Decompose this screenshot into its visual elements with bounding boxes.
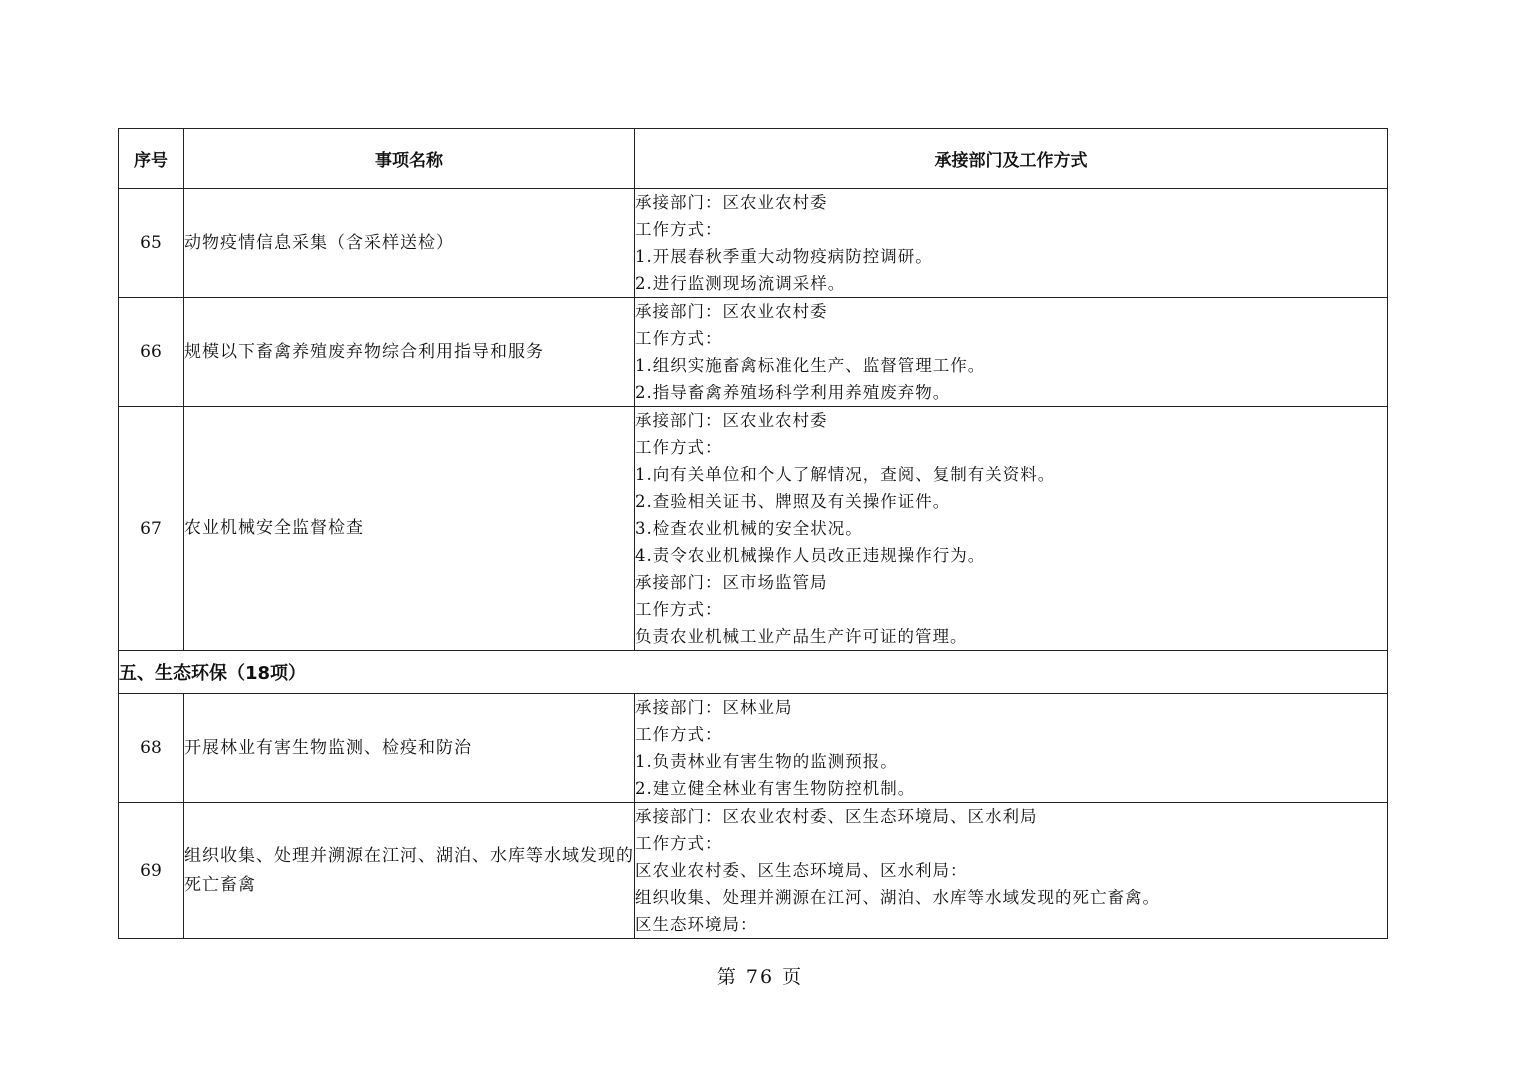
table-row bbox=[119, 189, 1388, 298]
detail-line: 2.进行监测现场流调采样。 bbox=[635, 274, 846, 293]
section-title: 五、生态环保（18项） bbox=[119, 651, 1388, 694]
detail-line: 承接部门：区农业农村委 bbox=[635, 193, 828, 212]
table-row bbox=[119, 407, 1388, 651]
row-name: 动物疫情信息采集（含采样送检） bbox=[184, 189, 635, 298]
detail-line: 工作方式： bbox=[635, 329, 723, 348]
header-detail: 承接部门及工作方式 bbox=[635, 129, 1388, 189]
row-detail bbox=[635, 189, 1388, 298]
row-detail bbox=[635, 407, 1388, 651]
header-no: 序号 bbox=[119, 129, 184, 189]
detail-line: 承接部门：区市场监管局 bbox=[635, 573, 828, 592]
detail-line: 承接部门：区农业农村委、区生态环境局、区水利局 bbox=[635, 807, 1038, 826]
row-no: 66 bbox=[119, 298, 184, 407]
detail-line: 组织收集、处理并溯源在江河、湖泊、水库等水域发现的死亡畜禽。 bbox=[635, 888, 1160, 907]
section-row bbox=[119, 651, 1388, 694]
detail-line: 工作方式： bbox=[635, 725, 723, 744]
detail-line: 工作方式： bbox=[635, 220, 723, 239]
row-name: 农业机械安全监督检查 bbox=[184, 407, 635, 651]
row-name: 组织收集、处理并溯源在江河、湖泊、水库等水域发现的死亡畜禽 bbox=[184, 803, 635, 939]
detail-line: 2.建立健全林业有害生物防控机制。 bbox=[635, 779, 916, 798]
detail-line: 1.向有关单位和个人了解情况，查阅、复制有关资料。 bbox=[635, 465, 1056, 484]
row-detail bbox=[635, 298, 1388, 407]
table-row bbox=[119, 298, 1388, 407]
detail-line: 1.组织实施畜禽标准化生产、监督管理工作。 bbox=[635, 356, 986, 375]
row-detail bbox=[635, 694, 1388, 803]
detail-line: 1.开展春秋季重大动物疫病防控调研。 bbox=[635, 247, 933, 266]
row-no: 68 bbox=[119, 694, 184, 803]
header-name: 事项名称 bbox=[184, 129, 635, 189]
table-header-row bbox=[119, 129, 1388, 189]
row-no: 69 bbox=[119, 803, 184, 939]
row-no: 65 bbox=[119, 189, 184, 298]
detail-line: 承接部门：区农业农村委 bbox=[635, 411, 828, 430]
detail-line: 1.负责林业有害生物的监测预报。 bbox=[635, 752, 898, 771]
detail-line: 工作方式： bbox=[635, 834, 723, 853]
row-name: 开展林业有害生物监测、检疫和防治 bbox=[184, 694, 635, 803]
detail-line: 2.指导畜禽养殖场科学利用养殖废弃物。 bbox=[635, 383, 951, 402]
table-row bbox=[119, 803, 1388, 939]
table-row bbox=[119, 694, 1388, 803]
detail-line: 区农业农村委、区生态环境局、区水利局： bbox=[635, 861, 968, 880]
row-detail bbox=[635, 803, 1388, 939]
detail-line: 3.检查农业机械的安全状况。 bbox=[635, 519, 863, 538]
detail-line: 承接部门：区林业局 bbox=[635, 698, 793, 717]
detail-line: 负责农业机械工业产品生产许可证的管理。 bbox=[635, 627, 968, 646]
items-table bbox=[118, 128, 1388, 939]
detail-line: 4.责令农业机械操作人员改正违规操作行为。 bbox=[635, 546, 986, 565]
page-number: 第 76 页 bbox=[716, 966, 804, 988]
detail-line: 2.查验相关证书、牌照及有关操作证件。 bbox=[635, 492, 951, 511]
detail-line: 工作方式： bbox=[635, 600, 723, 619]
detail-line: 区生态环境局： bbox=[635, 915, 758, 934]
row-name: 规模以下畜禽养殖废弃物综合利用指导和服务 bbox=[184, 298, 635, 407]
detail-line: 工作方式： bbox=[635, 438, 723, 457]
detail-line: 承接部门：区农业农村委 bbox=[635, 302, 828, 321]
row-no: 67 bbox=[119, 407, 184, 651]
